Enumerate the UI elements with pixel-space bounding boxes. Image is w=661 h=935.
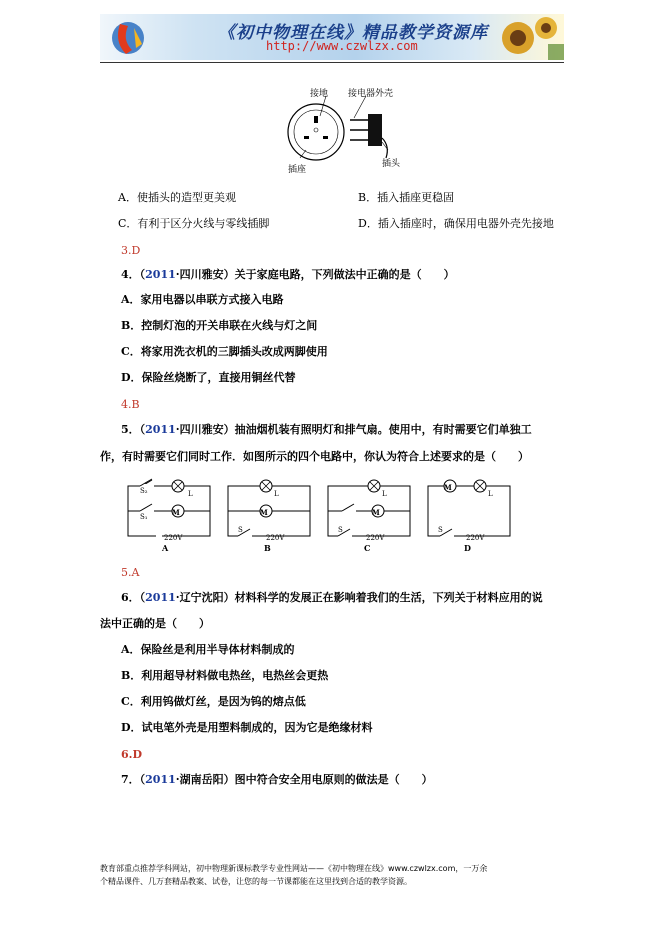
circuit-a-lamp: L xyxy=(188,490,193,498)
banner-title: 《初中物理在线》精品教学资源库 xyxy=(218,23,488,43)
q6-stem-line2: 法中正确的是（ ） xyxy=(100,617,210,630)
circuit-d-drawing xyxy=(426,476,518,556)
circuit-d-lamp: L xyxy=(488,490,493,498)
circuit-a-letter: A xyxy=(162,543,169,553)
footer-line-1: 教育部重点推荐学科网站，初中物理新课标教学专业性网站——《初中物理在线》www.czwlzx.com，一万余 xyxy=(100,864,488,873)
q5-stem-line1: 5．（2011·四川雅安）抽油烟机装有照明灯和排气扇。使用中，有时需要它们单独工 xyxy=(121,423,532,436)
circuit-b-switch: S xyxy=(238,526,243,534)
footer-line-2: 个精品课件、几万套精品教案、试卷，让您的每一节课都能在这里找到合适的教学资源。 xyxy=(100,877,412,886)
circuit-a-s2: S₂ xyxy=(140,487,148,495)
q6-number: 6． xyxy=(121,591,140,604)
q7-stem: 7．（2011·湖南岳阳）图中符合安全用电原则的做法是（ ） xyxy=(121,773,433,786)
q5-answer: 5.A xyxy=(121,566,140,579)
q4-stem-text: 关于家庭电路，下列做法中正确的是（ ） xyxy=(234,268,455,281)
q4-stem: 4．（2011·四川雅安）关于家庭电路，下列做法中正确的是（ ） xyxy=(121,268,455,281)
circuit-d xyxy=(426,476,518,556)
q5-stem-line2: 作，有时需要它们同时工作．如图所示的四个电路中，你认为符合上述要求的是（ ） xyxy=(100,450,529,463)
q4-option-c: C．将家用洗衣机的三脚插头改成两脚使用 xyxy=(121,345,328,358)
q7-stem-text: 图中符合安全用电原则的做法是（ ） xyxy=(234,773,433,786)
q3-option-c: C．有利于区分火线与零线插脚 xyxy=(118,217,270,230)
circuit-a-s1: S₁ xyxy=(140,513,148,521)
q3-option-b: B．插入插座更稳固 xyxy=(358,191,455,204)
header-divider xyxy=(100,62,564,63)
q4-answer: 4.B xyxy=(121,398,140,411)
circuit-b-motor: M xyxy=(260,508,268,517)
circuit-c-lamp: L xyxy=(382,490,387,498)
q5-source-place: ·四川雅安 xyxy=(175,423,224,436)
circuit-d-voltage: 220V xyxy=(466,534,485,542)
q4-option-a: A．家用电器以串联方式接入电路 xyxy=(121,293,284,306)
q3-option-a: A．使插头的造型更美观 xyxy=(118,191,236,204)
banner-url[interactable]: http://www.czwlzx.com xyxy=(266,39,418,53)
q7-number: 7． xyxy=(121,773,140,786)
q7-source-year: 2011 xyxy=(145,773,176,786)
q6-answer: 6.D xyxy=(121,748,143,761)
label-ground: 接地 xyxy=(310,89,329,99)
circuit-c-switch: S xyxy=(338,526,343,534)
q4-option-d: D．保险丝烧断了，直接用铜丝代替 xyxy=(121,371,296,384)
q5-source-year: 2011 xyxy=(145,423,176,436)
q4-source-place: ·四川雅安 xyxy=(175,268,224,281)
q6-option-a: A．保险丝是利用半导体材料制成的 xyxy=(121,643,295,656)
circuit-a-motor: M xyxy=(172,508,180,517)
circuit-c-letter: C xyxy=(364,543,371,553)
label-plug: 插头 xyxy=(382,159,401,169)
circuit-b-voltage: 220V xyxy=(266,534,285,542)
header-banner xyxy=(100,14,564,60)
q6-option-c: C．利用钨做灯丝，是因为钨的熔点低 xyxy=(121,695,306,708)
circuit-b xyxy=(226,476,318,556)
circuit-c xyxy=(326,476,418,556)
q7-source-place: ·湖南岳阳 xyxy=(175,773,224,786)
socket-plug-figure xyxy=(270,84,410,176)
q6-option-b: B．利用超导材料做电热丝，电热丝会更热 xyxy=(121,669,329,682)
label-socket: 插座 xyxy=(288,165,307,175)
q4-number: 4． xyxy=(121,268,140,281)
q4-option-b: B．控制灯泡的开关串联在火线与灯之间 xyxy=(121,319,318,332)
q6-source-year: 2011 xyxy=(145,591,176,604)
q3-answer: 3.D xyxy=(121,244,141,257)
circuit-c-motor: M xyxy=(372,508,380,517)
q6-stem-line1: 6．（2011·辽宁沈阳）材料科学的发展正在影响着我们的生活，下列关于材料应用的说 xyxy=(121,591,543,604)
circuit-d-motor: M xyxy=(444,483,452,492)
circuit-a xyxy=(126,476,218,556)
q6-stem-text-1: 材料科学的发展正在影响着我们的生活，下列关于材料应用的说 xyxy=(234,591,543,604)
circuit-b-letter: B xyxy=(264,543,271,553)
label-shell: 接电器外壳 xyxy=(348,89,394,99)
circuit-b-drawing xyxy=(226,476,318,556)
q6-source-place: ·辽宁沈阳 xyxy=(175,591,224,604)
circuit-b-lamp: L xyxy=(274,490,279,498)
circuit-a-voltage: 220V xyxy=(164,534,183,542)
q5-stem-text-1: 抽油烟机装有照明灯和排气扇。使用中，有时需要它们单独工 xyxy=(234,423,532,436)
q3-option-d: D．插入插座时，确保用电器外壳先接地 xyxy=(358,217,554,230)
circuit-d-switch: S xyxy=(438,526,443,534)
q6-option-d: D．试电笔外壳是用塑料制成的，因为它是绝缘材料 xyxy=(121,721,373,734)
circuit-d-letter: D xyxy=(464,543,471,553)
q5-number: 5． xyxy=(121,423,140,436)
circuit-c-voltage: 220V xyxy=(366,534,385,542)
q4-source-year: 2011 xyxy=(145,268,176,281)
